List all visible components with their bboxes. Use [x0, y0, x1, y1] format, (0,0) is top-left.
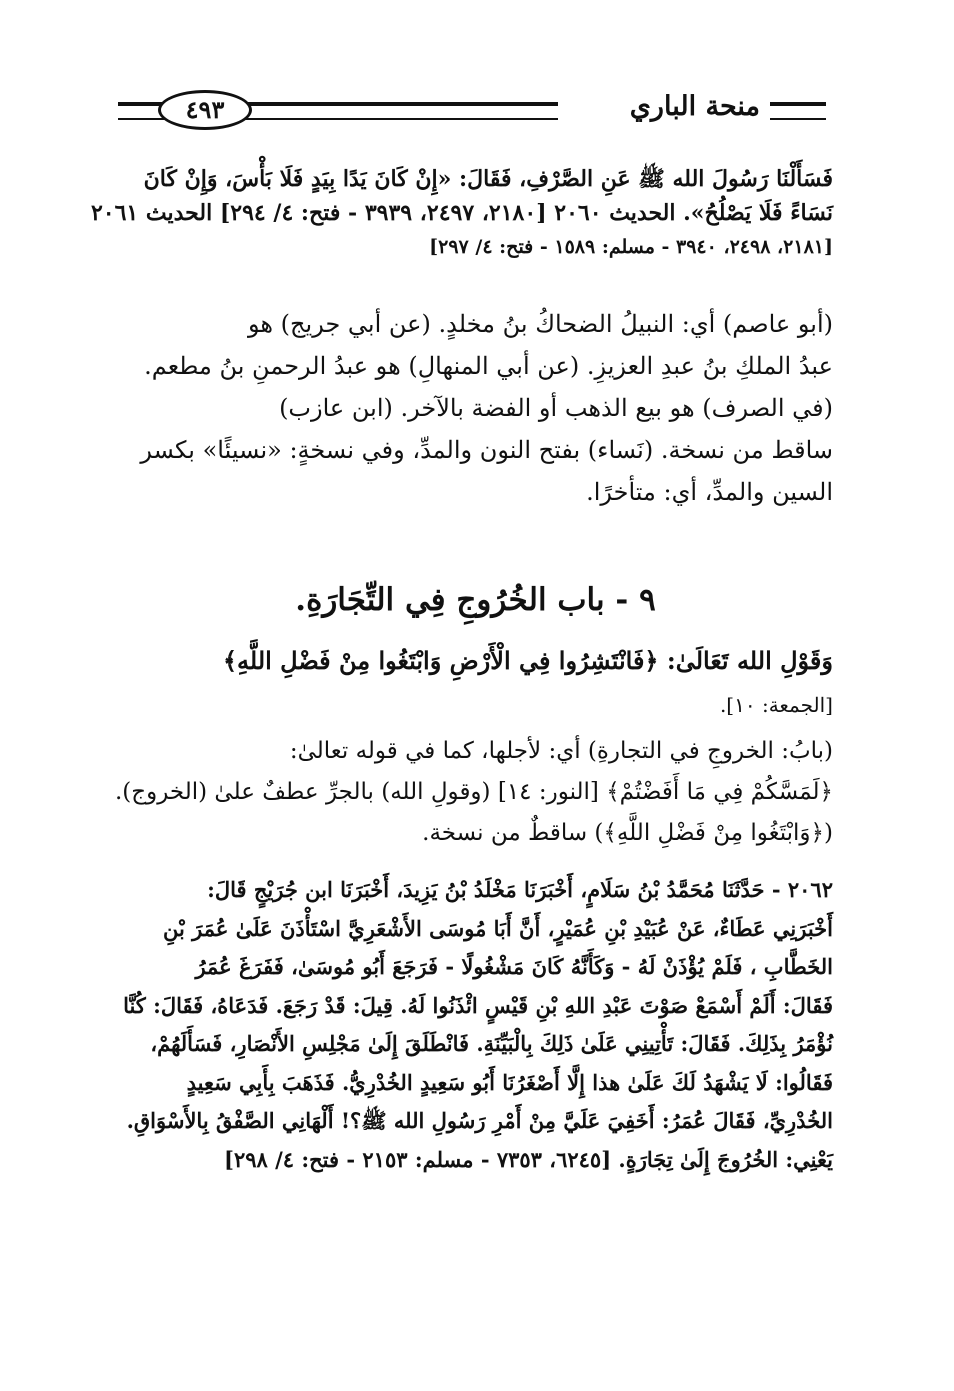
- verse-intro-line: وَقَوْلِ الله تَعَالَىٰ: ﴿فَانْتَشِرُوا فِي الْأَرْضِ وَابْتَغُوا مِنْ فَضْلِ اللَّهِ﴾: [222, 646, 833, 675]
- commentary-line: عبدُ الملكِ بنُ عبدِ العزيزِ. (عن أبي المنهالِ) هو عبدُ الرحمنِ بنُ مطعم.: [144, 352, 833, 380]
- header-rule-right: [770, 102, 826, 120]
- chapter-verse-reference: [118, 688, 833, 722]
- commentary-line: (في الصرف) هو بيع الذهب أو الفضة بالآخر. (ابن عازب): [279, 394, 833, 422]
- hadith-2062-line: نُؤْمَرُ بِذَلِكَ. فَقَالَ: تَأْتِينِي عَلَىٰ ذَلِكَ بِالْبَيِّنَةِ. فَانْطَلَقَ إِلَىٰ مَجْلِسِ الأَنْصَارِ، فَسَأَلَهُمْ،: [150, 1031, 833, 1056]
- commentary-text: [118, 303, 833, 513]
- verse-reference: [الجمعة: ١٠].: [719, 693, 833, 717]
- hadith-2061-line: نَسَاءً فَلَا يَصْلُحُ». الحديث ٢٠٦٠ [٢١٨٠، ٢٤٩٧، ٣٩٣٩ - فتح: ٤/ ٢٩٤] الحديث ٢٠٦١: [90, 200, 833, 226]
- book-title: منحة الباري: [629, 91, 760, 122]
- hadith-2062-line: أَخْبَرَنِي عَطَاءٌ، عَنْ عُبَيْدِ بْنِ عُمَيْرٍ، أَنَّ أَبَا مُوسَى الأَشْعَرِيَّ اسْتَأْذَنَ عَلَىٰ عُمَرَ بْنِ: [163, 915, 833, 941]
- chapter-commentary: [114, 731, 833, 854]
- hadith-2062-text: [118, 871, 833, 1179]
- chapter-verse-intro: [118, 641, 833, 681]
- commentary-line: ساقط من نسخة. (نَساء) بفتح النون والمدِّ، وفي نسخةٍ: «نسيئًا» بكسر: [140, 436, 833, 464]
- page-number: ٤٩٣: [158, 90, 252, 130]
- hadith-2062-line: فَقَالَ: أَلَمْ أَسْمَعْ صَوْتَ عَبْدِ اللهِ بْنِ قَيْسٍ ائْذَنُوا لَهُ. قِيلَ: قَدْ رَجَعَ. فَدَعَاهُ، فَقَالَ: كُنَّا: [123, 992, 833, 1018]
- commentary-line: السين والمدِّ، أي: متأخرًا.: [586, 478, 833, 506]
- hadith-2061-line: فَسَأَلْنَا رَسُولَ الله ﷺ عَنِ الصَّرْفِ، فَقَالَ: «إِنْ كَانَ يَدًا بِيَدٍ فَلَا بَأْسَ، وَإِنْ كَانَ: [143, 166, 833, 192]
- page-header: [110, 88, 830, 136]
- commentary-line: (أبو عاصم) أي: النبيلُ الضحاكُ بنُ مخلدٍ. (عن أبي جريج) هو: [248, 310, 833, 338]
- hadith-2062-line: الخُدْرِيِّ، فَقَالَ عُمَرُ: أَخَفِيَ عَلَيَّ مِنْ أَمْرِ رَسُولِ الله ﷺ؟! أَلْهَانِي الصَّفْقُ بِالأَسْوَاقِ.: [126, 1108, 833, 1133]
- chapter-commentary-line: ﴿لَمَسَّكُمْ فِي مَا أَفَضْتُمْ﴾ [النور: ١٤] (وقولِ الله) بالجرِّ عطفٌ علىٰ (الخروج).: [114, 779, 833, 805]
- hadith-2062-line: ٢٠٦٢ - حَدَّثَنَا مُحَمَّدُ بْنُ سَلَامٍ، أَخْبَرَنَا مَخْلَدُ بْنُ يَزِيدَ، أَخْبَرَنَا ابن جُرَيْجٍ قَالَ:: [207, 877, 833, 902]
- hadith-2061-text: [90, 162, 833, 264]
- chapter-title: ٩ - باب الخُرُوجِ فِي التِّجَارَةِ.: [295, 582, 656, 618]
- chapter-commentary-line: (بابُ: الخروجِ في التجارةِ) أي: لأجلها، كما في قوله تعالىٰ:: [289, 738, 833, 764]
- hadith-2062-line: فَقَالُوا: لَا يَشْهَدُ لَكَ عَلَىٰ هذا إِلَّا أَصْغَرُنَا أَبُو سَعِيدٍ الخُدْرِيُّ. فَذَهَبَ بِأَبِي سَعِيدٍ: [186, 1069, 833, 1095]
- hadith-2061-references: [٢١٨١، ٢٤٩٨، ٣٩٤٠ - مسلم: ١٥٨٩ - فتح: ٤/ ٢٩٧]: [429, 236, 833, 258]
- hadith-2062-references: يَعْنِي: الخُرُوجَ إِلَىٰ تِجَارَةٍ. [٦٢٤٥، ٧٣٥٣ - مسلم: ٢١٥٣ - فتح: ٤/ ٢٩٨]: [224, 1146, 833, 1172]
- hadith-2062-line: الخَطَّابِ ، فَلَمْ يُؤْذَنْ لَهُ - وَكَأَنَّهُ كَانَ مَشْغُولًا - فَرَجَعَ أَبُو مُوسَىٰ، فَفَرَغَ عُمَرُ: [195, 954, 833, 979]
- chapter-commentary-line: (﴿وَابْتَغُوا مِنْ فَضْلِ اللَّهِ﴾) ساقطٌ من نسخة.: [422, 820, 833, 846]
